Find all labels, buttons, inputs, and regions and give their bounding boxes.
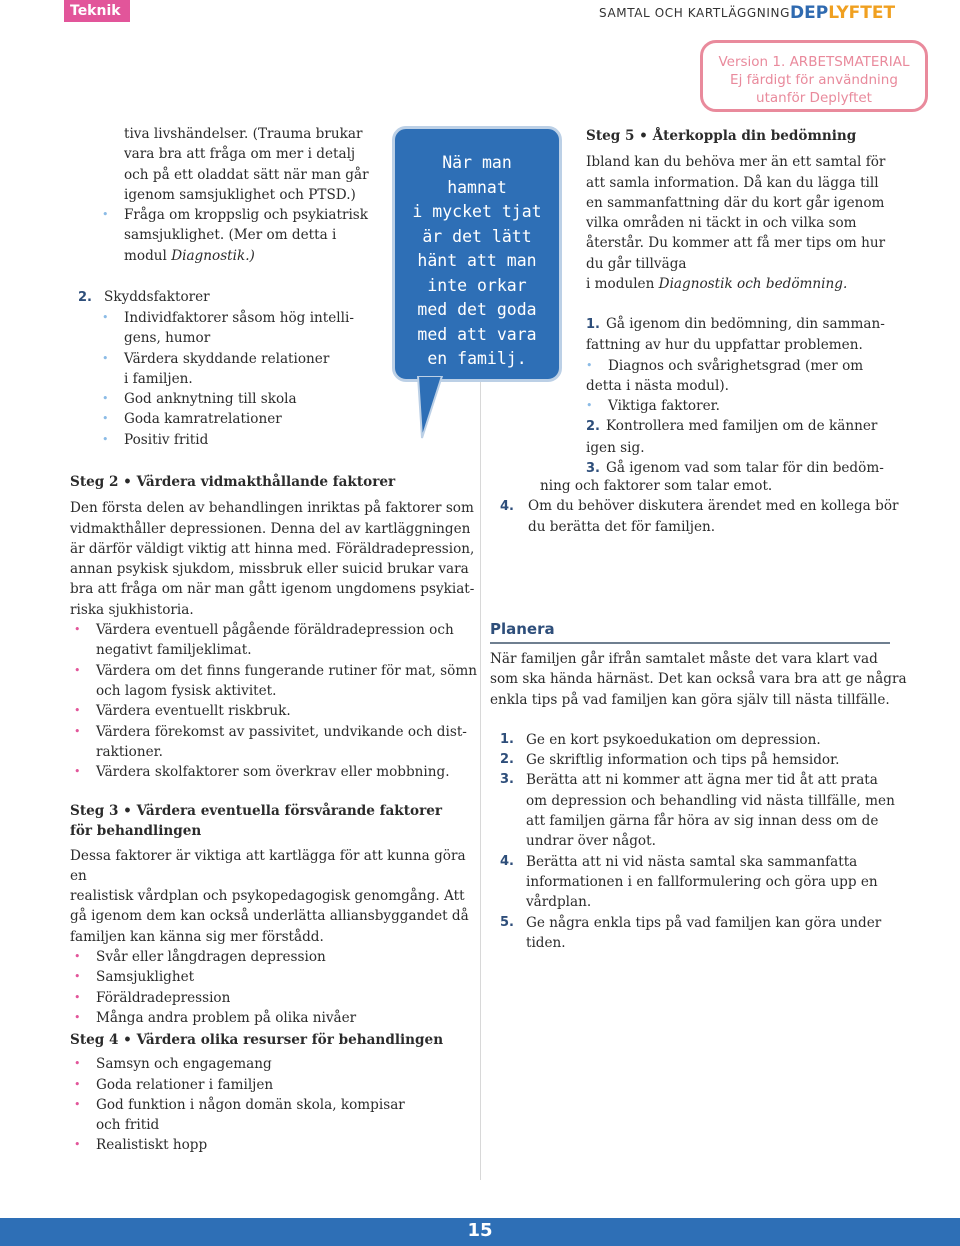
callout-line: inte orkar [427, 275, 527, 295]
text-line [124, 246, 388, 266]
steg3-bullets [70, 947, 478, 1028]
version-notice [700, 40, 928, 112]
text-line: • Fråga om kroppslig och psykiatrisk [124, 207, 369, 223]
list-item [70, 1075, 478, 1095]
text-line: enkla tips på vad familjen kan göra själv till nästa tillfälle. [490, 691, 890, 708]
italic-text: Diagnostik och bedömning. [658, 276, 848, 293]
steg2-bullets [70, 620, 478, 782]
deplyftet-logo [790, 3, 896, 23]
list-item [70, 701, 478, 721]
text-line: och på ett oladdat sätt när man går [124, 166, 369, 183]
text-line: negativt familjeklimat. [96, 642, 252, 659]
steg2-section [70, 472, 478, 782]
section-heading: Planera [490, 620, 555, 638]
text-line: • Goda relationer i familjen [96, 1076, 274, 1093]
callout-line: hänt att man [417, 251, 537, 270]
item-number: 2. [78, 290, 92, 305]
text-line: • Positiv fritid [124, 431, 209, 448]
list-item [70, 1135, 478, 1155]
text-line: fattning av hur du uppfattar problemen. [586, 337, 863, 354]
text-line: igenom samsjuklighet och PTSD.) [124, 186, 356, 203]
callout-tail [412, 376, 482, 446]
list-item [98, 389, 388, 409]
text-line: • Värdera eventuell pågående föräldradepression och [96, 622, 454, 639]
item-number: 2. [586, 419, 600, 435]
text-line: riska sjukhistoria. [70, 601, 194, 618]
steg5-item1-bullets-2 [582, 396, 916, 416]
text-line: • Realistiskt hopp [96, 1137, 208, 1154]
text-line: Ibland kan du behöva mer än ett samtal för [586, 154, 886, 171]
text-line: är därför väldigt viktig att hinna med. Föräldradepression, [70, 540, 475, 557]
heading-rule [490, 642, 890, 644]
text-line: en sammanfattning där du kort går igenom [586, 194, 885, 211]
text-span: Kontrollera med familjen om de känner [605, 418, 878, 435]
text-line: om depression och behandling vid nästa tillfälle, men [526, 792, 895, 809]
item-number: 1. [586, 317, 600, 332]
list-item [490, 852, 910, 913]
list-item [98, 430, 388, 450]
section-heading: Steg 5 • Återkoppla din bedömning [586, 128, 857, 144]
text-line [586, 274, 916, 294]
text-line: gens, humor [124, 330, 211, 347]
list-item [98, 349, 388, 390]
text-line: • Samsyn och engagemang [96, 1056, 272, 1073]
text-line: vårdplan. [526, 894, 592, 911]
text-line: bra att fråga om när man gått igenom ungdomens psykiat- [70, 581, 475, 598]
protective-factors-item [78, 287, 388, 308]
text-line: ning och faktorer som talar emot. [540, 478, 773, 494]
text-line: att familjen gärna får höra av sig innan dess om de [526, 813, 879, 830]
running-title: SAMTAL OCH KARTLÄGGNING [599, 6, 790, 20]
text-line: undrar över något. [526, 833, 656, 850]
italic-text: Diagnostik.) [171, 247, 255, 264]
steg5-item-1 [586, 314, 916, 479]
text-line: vidmakthåller depressionen. Denna del av kartläggningen [70, 520, 471, 537]
list-item [70, 620, 478, 661]
item-number: 5. [500, 914, 514, 930]
text-line: • Värdera om det finns fungerande rutiner för mat, sömn [96, 662, 477, 679]
text-line: att samla information. Då kan du lägga till [586, 174, 879, 191]
text-line: • Individfaktorer såsom hög intelli- [124, 310, 354, 326]
list-item: • Samsjuklighet [70, 967, 478, 987]
text-span: Gå igenom vad som talar för din bedöm- [605, 460, 884, 477]
text-line: tiden. [526, 934, 566, 951]
text-line: Den första delen av behandlingen inriktas på faktorer som [70, 500, 474, 517]
item-label: Skyddsfaktorer [104, 289, 210, 305]
text-line: igen sig. [586, 439, 645, 456]
section-heading: Steg 4 • Värdera olika resurser för behandlingen [70, 1032, 444, 1048]
text-line: Berätta att ni vid nästa samtal ska sammanfatta [526, 853, 858, 870]
text-line: raktioner. [96, 743, 163, 760]
section-heading: Steg 2 • Värdera vidmakthållande faktorer [70, 474, 396, 490]
steg5-item-3-cont [540, 476, 930, 496]
steg3-section [70, 801, 478, 1028]
list-item [70, 1095, 478, 1136]
callout-line: hamnat [447, 177, 507, 197]
text-line: och fritid [96, 1117, 160, 1134]
text-line: • Viktiga faktorer. [608, 398, 720, 415]
text-line [586, 314, 916, 335]
text-line [500, 496, 920, 517]
text-line: tiva livshändelser. (Trauma brukar [124, 126, 363, 142]
steg5-section [586, 126, 916, 294]
text-line: i familjen. [124, 370, 193, 387]
item-number: 4. [500, 499, 514, 514]
list-item [490, 730, 910, 750]
callout-line: i mycket tjat [412, 202, 542, 221]
list-item [582, 396, 916, 416]
callout-line: en familj. [427, 349, 527, 368]
list-item [98, 409, 388, 429]
text-line: • Goda kamratrelationer [124, 411, 282, 428]
protective-factors-list [98, 308, 388, 450]
planera-heading-block [490, 620, 890, 644]
text-line: som ska hända härnäst. Det kan också vara bra att ge några [490, 671, 907, 688]
version-line-3: utanför Deplyftet [756, 90, 872, 106]
quote-callout [392, 126, 562, 382]
text-line: När familjen går ifrån samtalet måste det vara klart vad [490, 651, 878, 667]
list-item [70, 1054, 478, 1074]
text-prefix: modul [124, 247, 172, 264]
text-line: • God funktion i någon domän skola, kompisar [96, 1096, 405, 1113]
planera-section [490, 649, 910, 953]
list-item [582, 356, 916, 376]
text-line: • God anknytning till skola [124, 391, 297, 408]
left-top-block [124, 124, 386, 205]
callout-line: med det goda [417, 300, 537, 319]
steg4-section [70, 1030, 478, 1156]
section-heading: för behandlingen [70, 823, 202, 840]
logo-part-dep: DEP [790, 3, 829, 23]
callout-line: är det lätt [422, 226, 532, 246]
list-item [98, 205, 388, 266]
list-item [70, 661, 478, 702]
list-item: • Föräldradepression [70, 988, 478, 1008]
text-span: Om du behöver diskutera ärendet med en kollega bör [528, 498, 899, 514]
text-line: Ge några enkla tips på vad familjen kan göra under [526, 914, 882, 931]
text-span: Gå igenom din bedömning, din samman- [605, 316, 885, 332]
text-line: och lagom fysisk aktivitet. [96, 682, 277, 699]
list-item: • Svår eller långdragen depression [70, 947, 478, 967]
item-number: 3. [500, 772, 514, 788]
text-line: • Värdera skolfaktorer som överkrav eller mobbning. [96, 764, 450, 781]
text-line: • Värdera eventuellt riskbruk. [96, 703, 291, 720]
steg5-item-4 [500, 496, 920, 538]
steg4-bullets [70, 1054, 478, 1155]
text-line: du berätta det för familjen. [528, 519, 716, 536]
list-item [490, 913, 910, 954]
text-line: du går tillväga [586, 255, 687, 272]
item-number: 1. [500, 731, 514, 747]
text-line: gå igenom dem kan också underlätta alliansbyggandet då [70, 908, 469, 925]
item-number: 4. [500, 853, 514, 869]
text-line: Ge skriftlig information och tips på hemsidor. [526, 752, 840, 769]
text-line: vara bra att fråga om mer i detalj [124, 146, 356, 163]
text-line: • Diagnos och svårighetsgrad (mer om [608, 357, 864, 374]
text-line: samsjuklighet. (Mer om detta i [124, 227, 337, 244]
list-item: • Många andra problem på olika nivåer [70, 1008, 478, 1028]
text-prefix: i modulen [586, 276, 659, 293]
list-item [70, 762, 478, 782]
text-line: Ge en kort psykoedukation om depression. [526, 731, 821, 748]
steg5-item1-bullets [582, 356, 916, 376]
text-line: Berätta att ni kommer att ägna mer tid åt att prata [526, 772, 878, 789]
text-line: återstår. Du kommer att få mer tips om hur [586, 235, 886, 252]
callout-line: med att vara [417, 324, 537, 344]
version-line-1: Version 1. ARBETSMATERIAL [718, 54, 910, 70]
section-tag: Teknik [64, 0, 130, 22]
page-number: 15 [467, 1220, 493, 1241]
section-heading: Steg 3 • Värdera eventuella försvårande faktorer [70, 803, 443, 819]
text-line: • Värdera skyddande relationer [124, 350, 330, 367]
text-line: familjen kan känna sig mer förstådd. [70, 928, 324, 945]
list-item [490, 750, 910, 770]
logo-part-lyftet: LYFTET [828, 3, 896, 23]
list-item [70, 722, 478, 763]
text-line: vilka områden ni täckt in och vilka som [586, 215, 857, 232]
text-line: realistisk vårdplan och psykopedagogisk genomgång. Att [70, 888, 465, 905]
item-number: 3. [586, 461, 600, 477]
version-line-2: Ej färdigt för användning [730, 72, 898, 88]
left-top-bullets [98, 205, 388, 266]
text-line: Dessa faktorer är viktiga att kartlägga för att kunna göra en [70, 847, 466, 884]
text-line: annan psykisk sjukdom, missbruk eller suicid brukar vara [70, 561, 469, 578]
list-item [98, 308, 388, 349]
callout-line: När man [442, 153, 512, 172]
planera-list [490, 730, 910, 953]
item-number: 2. [500, 752, 514, 768]
text-line: • Värdera förekomst av passivitet, undvikande och dist- [96, 723, 467, 740]
text-line: informationen i en fallformulering och göra upp en [526, 873, 878, 890]
text-line: detta i nästa modul). [586, 377, 729, 394]
text-line [586, 416, 916, 437]
list-item [490, 770, 910, 851]
